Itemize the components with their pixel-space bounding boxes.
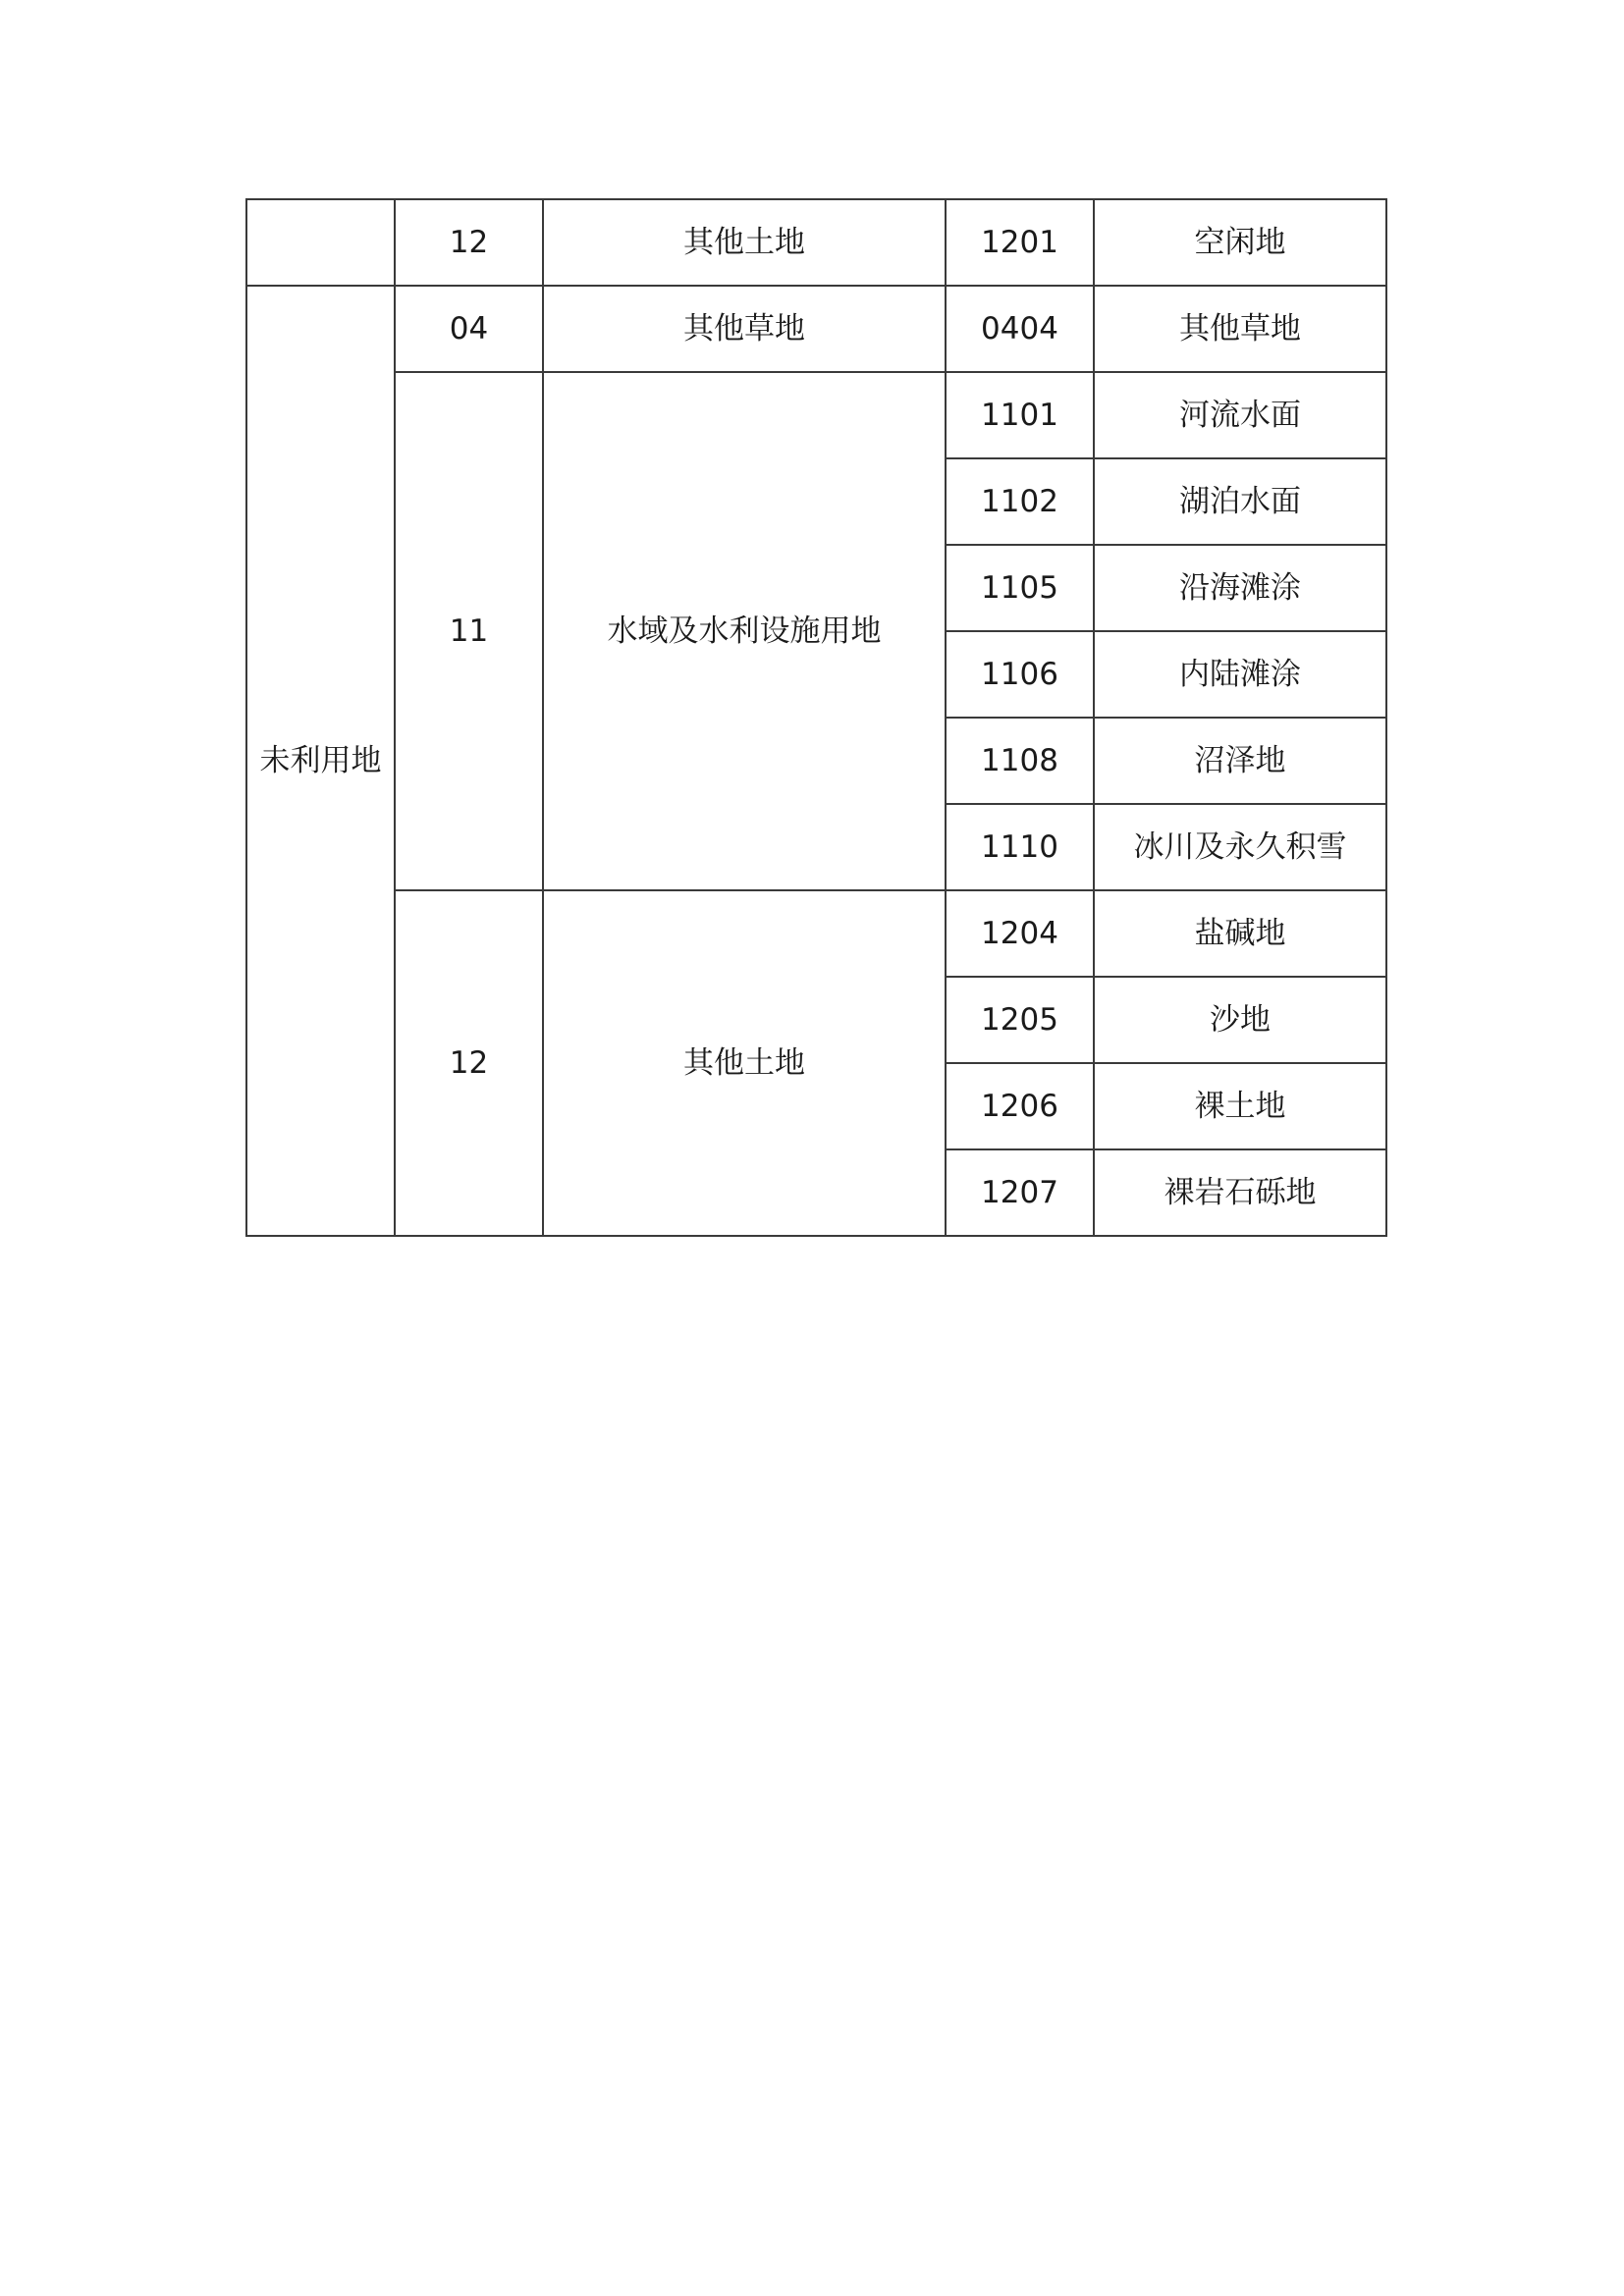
- item-name-cell: 沿海滩涂: [1094, 545, 1386, 631]
- item-code-cell: 0404: [946, 286, 1094, 372]
- table-row: [246, 890, 1386, 977]
- item-name-cell: 盐碱地: [1094, 890, 1386, 977]
- item-name-cell: 裸岩石砾地: [1094, 1149, 1386, 1236]
- item-name-cell: 沼泽地: [1094, 718, 1386, 804]
- table-row: [246, 372, 1386, 458]
- item-name-cell: 冰川及永久积雪: [1094, 804, 1386, 890]
- item-code-cell: 1105: [946, 545, 1094, 631]
- item-code-cell: 1110: [946, 804, 1094, 890]
- group-code-cell: 11: [395, 372, 543, 890]
- item-code-cell: 1102: [946, 458, 1094, 545]
- item-code-cell: 1205: [946, 977, 1094, 1063]
- item-name-cell: 裸土地: [1094, 1063, 1386, 1149]
- item-code-cell: 1106: [946, 631, 1094, 718]
- item-code-cell: 1204: [946, 890, 1094, 977]
- item-code-cell: 1108: [946, 718, 1094, 804]
- item-name-cell: 内陆滩涂: [1094, 631, 1386, 718]
- item-name-cell: 湖泊水面: [1094, 458, 1386, 545]
- item-code-cell: 1201: [946, 199, 1094, 286]
- group-name-cell: 其他草地: [543, 286, 946, 372]
- group-code-cell: 12: [395, 199, 543, 286]
- category-cell-empty: [246, 199, 395, 286]
- table-row: [246, 199, 1386, 286]
- item-name-cell: 沙地: [1094, 977, 1386, 1063]
- item-code-cell: 1101: [946, 372, 1094, 458]
- item-name-cell: 河流水面: [1094, 372, 1386, 458]
- group-code-cell: 12: [395, 890, 543, 1236]
- item-code-cell: 1207: [946, 1149, 1094, 1236]
- item-name-cell: 空闲地: [1094, 199, 1386, 286]
- group-name-cell: 其他土地: [543, 199, 946, 286]
- group-name-cell: 其他土地: [543, 890, 946, 1236]
- item-name-cell: 其他草地: [1094, 286, 1386, 372]
- item-code-cell: 1206: [946, 1063, 1094, 1149]
- group-name-cell: 水域及水利设施用地: [543, 372, 946, 890]
- table-row: [246, 286, 1386, 372]
- category-cell: 未利用地: [246, 286, 395, 1236]
- land-classification-table: [245, 198, 1387, 1237]
- group-code-cell: 04: [395, 286, 543, 372]
